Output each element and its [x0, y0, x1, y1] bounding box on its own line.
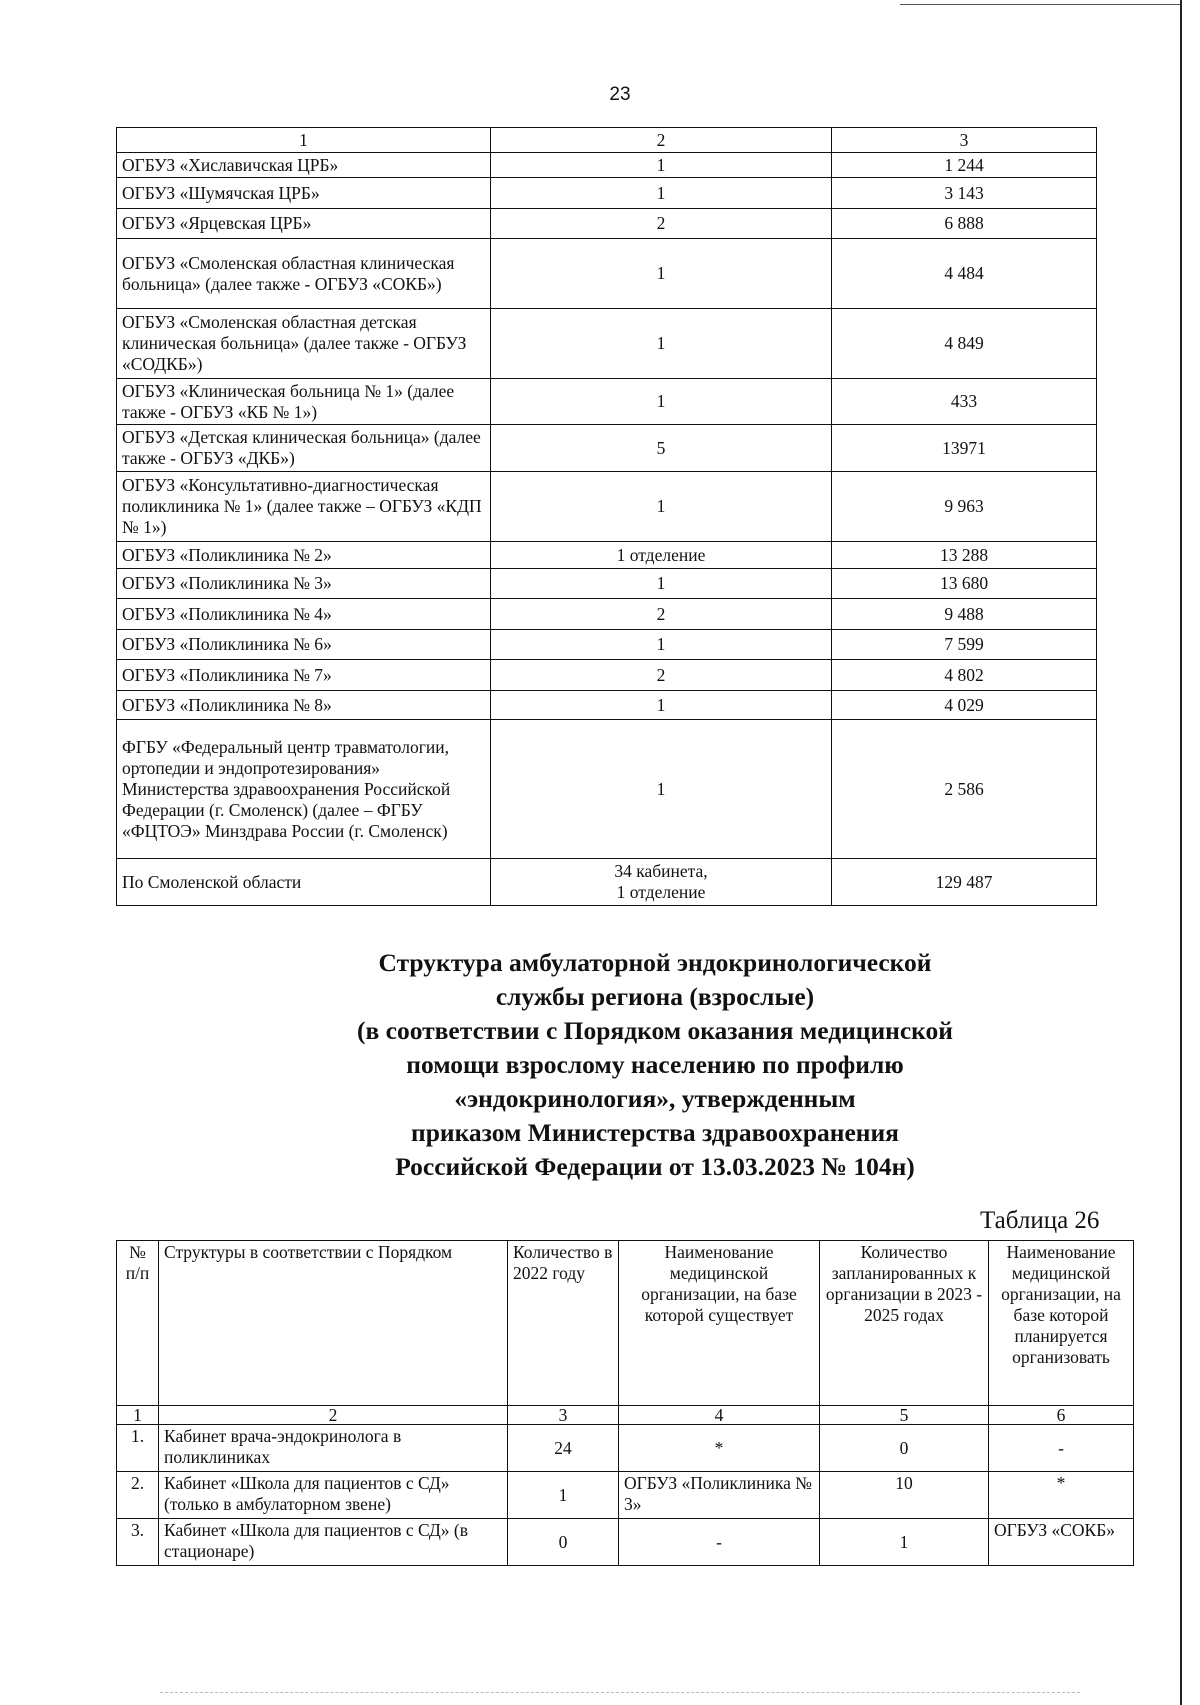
org-count: 2: [491, 660, 832, 691]
table-row: [117, 178, 1097, 209]
org-name: ОГБУЗ «Поликлиника № 2»: [117, 542, 491, 569]
scan-bottom-line: [160, 1692, 1080, 1693]
org-count: 1: [491, 153, 832, 178]
org-name: ФГБУ «Федеральный центр травматологии, ортопедии и эндопротезирования» Министерства здравоохранения Российской Федерации (г. Смоленск) (далее – ФГБУ «ФЦТОЭ» Минздрава России (г. Смоленск): [117, 720, 491, 859]
org-name: ОГБУЗ «Поликлиника № 7»: [117, 660, 491, 691]
row-existing-org: ОГБУЗ «Поликлиника № 3»: [619, 1472, 820, 1519]
heading-line: (в соответствии с Порядком оказания медицинской: [357, 1016, 953, 1045]
org-value: 4 802: [832, 660, 1097, 691]
org-value: 9 963: [832, 472, 1097, 542]
column-index-2: 2: [491, 128, 832, 153]
total-count-line-2: 1 отделение: [616, 882, 706, 902]
org-name: ОГБУЗ «Консультативно-диагностическая поликлиника № 1» (далее также – ОГБУЗ «КДП № 1»): [117, 472, 491, 542]
column-header-planned-org: Наименование медицинской организации, на базе которой планируется организовать: [989, 1241, 1134, 1406]
row-structure: Кабинет врача-эндокринолога в поликлиниках: [159, 1425, 508, 1472]
org-name: ОГБУЗ «Хиславичская ЦРБ»: [117, 153, 491, 178]
column-header-existing-org: Наименование медицинской организации, на базе которой существует: [619, 1241, 820, 1406]
org-name: ОГБУЗ «Поликлиника № 3»: [117, 569, 491, 599]
row-planned: 0: [820, 1425, 989, 1472]
org-value: 13971: [832, 425, 1097, 472]
heading-line: приказом Министерства здравоохранения: [411, 1118, 899, 1147]
table-row: [117, 153, 1097, 178]
org-value: 13 288: [832, 542, 1097, 569]
org-count: 1: [491, 239, 832, 309]
row-structure: Кабинет «Школа для пациентов с СД» (в стационаре): [159, 1519, 508, 1566]
column-index-4: 4: [619, 1406, 820, 1425]
column-header-number: № п/п: [117, 1241, 159, 1406]
row-planned: 10: [820, 1472, 989, 1519]
page-number: 23: [609, 84, 631, 105]
column-header-planned: Количество запланированных к организации в 2023 - 2025 годах: [820, 1241, 989, 1406]
table-row: [117, 472, 1097, 542]
endocrinology-structure-table: [116, 1240, 1134, 1566]
heading-line: помощи взрослому населению по профилю: [406, 1050, 904, 1079]
org-count: 1: [491, 569, 832, 599]
table-row: [117, 379, 1097, 425]
table-row: [117, 569, 1097, 599]
row-planned-org: ОГБУЗ «СОКБ»: [989, 1519, 1134, 1566]
organizations-table: [116, 127, 1097, 906]
row-planned-org: -: [989, 1425, 1134, 1472]
org-name: ОГБУЗ «Клиническая больница № 1» (далее также - ОГБУЗ «КБ № 1»): [117, 379, 491, 425]
org-count: 1: [491, 691, 832, 720]
column-index-3: 3: [508, 1406, 619, 1425]
column-index-row: [117, 1406, 1134, 1425]
table-row: [117, 1519, 1134, 1566]
column-index-2: 2: [159, 1406, 508, 1425]
row-number: 2.: [117, 1472, 159, 1519]
table-row: [117, 630, 1097, 660]
org-count: 2: [491, 209, 832, 239]
org-name: ОГБУЗ «Ярцевская ЦРБ»: [117, 209, 491, 239]
row-number: 3.: [117, 1519, 159, 1566]
section-heading: [0, 946, 1200, 1184]
org-count: 1: [491, 630, 832, 660]
table-row: [117, 425, 1097, 472]
org-value: 4 849: [832, 309, 1097, 379]
org-count: 1: [491, 472, 832, 542]
row-planned-org: *: [989, 1472, 1134, 1519]
table-row: [117, 209, 1097, 239]
org-value: 3 143: [832, 178, 1097, 209]
column-header-count-2022: Количество в 2022 году: [508, 1241, 619, 1406]
org-value: 433: [832, 379, 1097, 425]
row-structure: Кабинет «Школа для пациентов с СД» (только в амбулаторном звене): [159, 1472, 508, 1519]
org-name: ОГБУЗ «Поликлиника № 4»: [117, 599, 491, 630]
org-count: 1: [491, 379, 832, 425]
table-label: Таблица 26: [980, 1207, 1100, 1234]
total-count-line-1: 34 кабинета,: [614, 861, 708, 881]
table-row: [117, 1472, 1134, 1519]
org-name: ОГБУЗ «Смоленская областная клиническая больница» (далее также - ОГБУЗ «СОКБ»): [117, 239, 491, 309]
column-index-6: 6: [989, 1406, 1134, 1425]
column-header-structure: Структуры в соответствии с Порядком: [159, 1241, 508, 1406]
org-count: 1: [491, 309, 832, 379]
table-row: [117, 720, 1097, 859]
column-index-1: 1: [117, 128, 491, 153]
table-row: [117, 599, 1097, 630]
row-count-2022: 24: [508, 1425, 619, 1472]
table-row: [117, 660, 1097, 691]
org-value: 9 488: [832, 599, 1097, 630]
scan-page-edge: [1180, 0, 1182, 1705]
org-value: 4 484: [832, 239, 1097, 309]
org-count: 2: [491, 599, 832, 630]
row-planned: 1: [820, 1519, 989, 1566]
org-count: 1: [491, 178, 832, 209]
total-count: [491, 859, 832, 906]
table-total-row: [117, 859, 1097, 906]
table-row: [117, 239, 1097, 309]
table-row: [117, 1425, 1134, 1472]
org-count: 1: [491, 720, 832, 859]
org-name: ОГБУЗ «Детская клиническая больница» (далее также - ОГБУЗ «ДКБ»): [117, 425, 491, 472]
org-name: ОГБУЗ «Шумячская ЦРБ»: [117, 178, 491, 209]
row-existing-org: *: [619, 1425, 820, 1472]
table-row: [117, 309, 1097, 379]
table-row: [117, 542, 1097, 569]
heading-line: службы региона (взрослые): [495, 982, 815, 1011]
row-existing-org: -: [619, 1519, 820, 1566]
org-value: 13 680: [832, 569, 1097, 599]
org-count: 1 отделение: [491, 542, 832, 569]
total-label: По Смоленской области: [117, 859, 491, 906]
table-row: [117, 691, 1097, 720]
org-value: 1 244: [832, 153, 1097, 178]
org-value: 4 029: [832, 691, 1097, 720]
org-name: ОГБУЗ «Поликлиника № 6»: [117, 630, 491, 660]
column-index-1: 1: [117, 1406, 159, 1425]
org-value: 6 888: [832, 209, 1097, 239]
heading-line: «эндокринология», утвержденным: [454, 1084, 856, 1113]
column-index-5: 5: [820, 1406, 989, 1425]
org-name: ОГБУЗ «Поликлиника № 8»: [117, 691, 491, 720]
scan-top-line: [900, 4, 1180, 5]
heading-line: Структура амбулаторной эндокринологической: [378, 948, 932, 977]
row-count-2022: 0: [508, 1519, 619, 1566]
org-count: 5: [491, 425, 832, 472]
column-index-3: 3: [832, 128, 1097, 153]
table-header-row: [117, 128, 1097, 153]
table-header-row: [117, 1241, 1134, 1406]
org-name: ОГБУЗ «Смоленская областная детская клиническая больница» (далее также - ОГБУЗ «СОДКБ»): [117, 309, 491, 379]
row-number: 1.: [117, 1425, 159, 1472]
org-value: 2 586: [832, 720, 1097, 859]
total-value: 129 487: [832, 859, 1097, 906]
org-value: 7 599: [832, 630, 1097, 660]
heading-line: Российской Федерации от 13.03.2023 № 104н): [395, 1152, 915, 1181]
row-count-2022: 1: [508, 1472, 619, 1519]
